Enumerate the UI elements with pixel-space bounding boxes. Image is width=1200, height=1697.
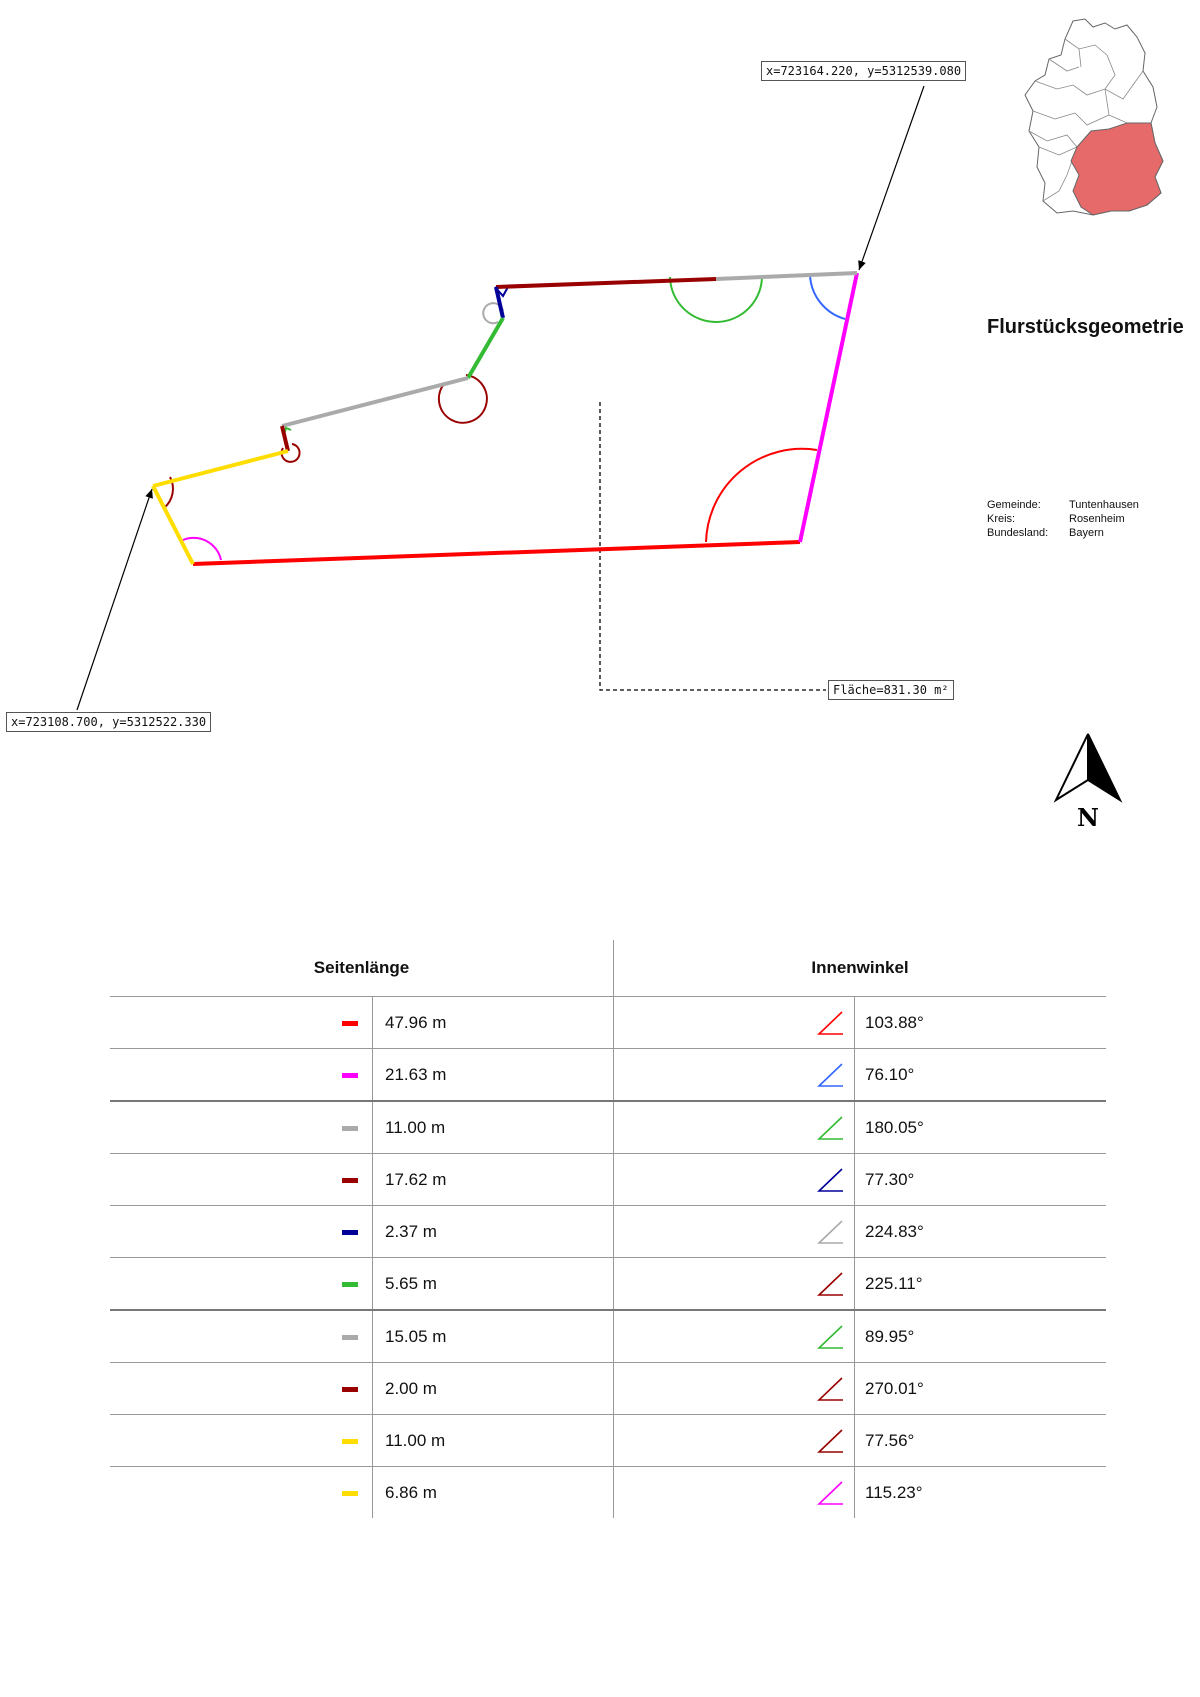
- edge-47-96: [193, 542, 800, 564]
- interior-angle-value: 76.10°: [855, 1049, 1107, 1102]
- side-length-value: 21.63 m: [373, 1049, 614, 1102]
- table-row: [110, 1154, 1106, 1206]
- interior-angle-value: 89.95°: [855, 1310, 1107, 1363]
- interior-angle-value: 103.88°: [855, 997, 1107, 1049]
- table-header-row: [110, 940, 1106, 997]
- line-color-swatch: [342, 1230, 358, 1235]
- length-swatch-cell: [110, 1049, 373, 1102]
- edge-21-63: [800, 273, 857, 542]
- coord-arrow-bottom-left: [77, 489, 152, 710]
- header-seitenlaenge: Seitenlänge: [110, 940, 614, 997]
- info-value: Bayern: [1069, 527, 1104, 539]
- page-title: Flurstücksgeometrie: [987, 316, 1184, 338]
- table-row: [110, 1206, 1106, 1258]
- info-value: Rosenheim: [1069, 513, 1125, 525]
- north-arrow: [1050, 730, 1130, 835]
- angle-icon: [816, 1480, 844, 1506]
- header-innenwinkel: Innenwinkel: [614, 940, 1107, 997]
- interior-angle-value: 224.83°: [855, 1206, 1107, 1258]
- interior-angle-value: 115.23°: [865, 1482, 923, 1502]
- edge-11-00-yellow: [153, 451, 288, 486]
- table-row: [110, 997, 1106, 1049]
- angle-arc-103: [706, 449, 817, 542]
- info-row-gemeinde: [987, 498, 1139, 512]
- angle-icon: [816, 1219, 844, 1245]
- edge-5-65: [468, 318, 503, 378]
- angle-icon: [816, 1010, 844, 1036]
- line-color-swatch: [342, 1178, 358, 1183]
- angle-icon-cell: [614, 1101, 855, 1154]
- info-block: [987, 498, 1139, 540]
- info-row-bundesland: [987, 526, 1139, 540]
- segments-table: [110, 940, 1106, 1518]
- length-swatch-cell: [110, 1310, 373, 1363]
- interior-angle-value: 180.05°: [855, 1101, 1107, 1154]
- side-length-value: 47.96 m: [373, 997, 614, 1049]
- line-color-swatch: [342, 1439, 358, 1444]
- angle-icon-cell: [614, 997, 855, 1049]
- info-key: Bundesland:: [987, 527, 1049, 539]
- angle-icon: [816, 1376, 844, 1402]
- table-row: [110, 1467, 1106, 1519]
- angle-icon-cell: [614, 1415, 855, 1467]
- angle-icon: [816, 1167, 844, 1193]
- length-swatch-cell: [110, 1206, 373, 1258]
- table-row: [110, 1415, 1106, 1467]
- north-label: N: [1077, 803, 1099, 830]
- north-arrow-icon: [1050, 730, 1130, 830]
- angle-icon: [816, 1115, 844, 1141]
- angle-icon: [816, 1428, 844, 1454]
- angle-arc-76: [810, 275, 845, 319]
- line-color-swatch: [342, 1491, 358, 1496]
- length-swatch-cell: [110, 997, 373, 1049]
- table-row: [110, 1258, 1106, 1311]
- edge-11-00-gray: [716, 273, 857, 279]
- table-row: [110, 1310, 1106, 1363]
- side-length-value: 11.00 m: [373, 1415, 614, 1467]
- table-row: [110, 1363, 1106, 1415]
- length-swatch-cell: [110, 1467, 373, 1519]
- angle-icon: [816, 1324, 844, 1350]
- table-row: [110, 1049, 1106, 1102]
- line-color-swatch: [342, 1073, 358, 1078]
- info-row-kreis: [987, 512, 1139, 526]
- angle-icon-cell: [614, 1049, 855, 1102]
- coord-label-top-right: x=723164.220, y=5312539.080: [761, 61, 966, 81]
- edge-17-62: [496, 279, 716, 287]
- angle-icon-cell: [614, 1258, 855, 1311]
- line-color-swatch: [342, 1387, 358, 1392]
- angle-icon: [816, 1271, 844, 1297]
- side-length-value: 2.00 m: [373, 1363, 614, 1415]
- interior-angle-value: 77.56°: [855, 1415, 1107, 1467]
- germany-locator-map: [1015, 15, 1175, 225]
- coord-arrow-top-right: [859, 86, 924, 270]
- interior-angle-value: 270.01°: [855, 1363, 1107, 1415]
- side-length-value: 15.05 m: [373, 1310, 614, 1363]
- info-key: Gemeinde:: [987, 499, 1041, 511]
- edge-6-86: [153, 486, 193, 564]
- area-label: Fläche=831.30 m²: [828, 680, 954, 700]
- angle-icon-cell: [614, 1363, 855, 1415]
- angle-icon-cell: [614, 1310, 855, 1363]
- interior-angle-value: 77.30°: [855, 1154, 1107, 1206]
- angle-icon-cell: [614, 1206, 855, 1258]
- side-length-value: 6.86 m: [373, 1467, 614, 1519]
- length-swatch-cell: [110, 1258, 373, 1311]
- line-color-swatch: [342, 1335, 358, 1340]
- coord-label-bottom-left: x=723108.700, y=5312522.330: [6, 712, 211, 732]
- side-length-value: 11.00 m: [373, 1101, 614, 1154]
- interior-angle-value: 225.11°: [855, 1258, 1107, 1311]
- info-value: Tuntenhausen: [1069, 499, 1139, 511]
- angle-icon-cell: [614, 1154, 855, 1206]
- side-length-value: 2.37 m: [373, 1206, 614, 1258]
- length-swatch-cell: [110, 1415, 373, 1467]
- line-color-swatch: [342, 1126, 358, 1131]
- length-swatch-cell: [110, 1363, 373, 1415]
- angle-icon: [816, 1062, 844, 1088]
- side-length-value: 17.62 m: [373, 1154, 614, 1206]
- table-row: [110, 1101, 1106, 1154]
- side-length-value: 5.65 m: [373, 1258, 614, 1311]
- length-swatch-cell: [110, 1101, 373, 1154]
- line-color-swatch: [342, 1282, 358, 1287]
- line-color-swatch: [342, 1021, 358, 1026]
- angle-icon-cell: [614, 1467, 855, 1519]
- length-swatch-cell: [110, 1154, 373, 1206]
- info-key: Kreis:: [987, 513, 1016, 525]
